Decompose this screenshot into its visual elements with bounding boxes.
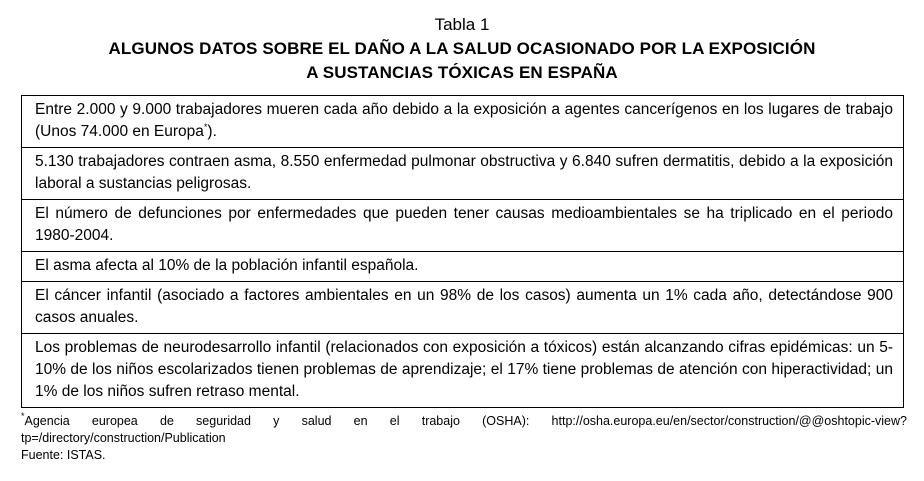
row-text-end: ). bbox=[207, 123, 217, 140]
table-cell: El cáncer infantil (asociado a factores ambientales en un 98% de los casos) aumenta un 1% cada año, detectándose 900 casos anuales. bbox=[22, 282, 904, 334]
table-caption: Tabla 1 bbox=[434, 15, 490, 34]
source-note: Fuente: ISTAS. bbox=[21, 448, 106, 462]
row-text: Entre 2.000 y 9.000 trabajadores mueren cada año debido a la exposición a agentes cancerígenos en los lugares de trabajo (Unos 74.000 en Europa bbox=[35, 101, 893, 140]
table-row bbox=[22, 282, 904, 334]
footnote-marker: * bbox=[203, 122, 208, 132]
table-title-line-2: A SUSTANCIAS TÓXICAS EN ESPAÑA bbox=[306, 63, 618, 82]
table-title-line-1: ALGUNOS DATOS SOBRE EL DAÑO A LA SALUD OCASIONADO POR LA EXPOSICIÓN bbox=[108, 39, 816, 58]
table-row bbox=[22, 96, 904, 148]
table-cell: 5.130 trabajadores contraen asma, 8.550 enfermedad pulmonar obstructiva y 6.840 sufren dermatitis, debido a la exposición laboral a sustancias peligrosas. bbox=[22, 148, 904, 200]
footnote bbox=[21, 413, 907, 447]
table-cell: Los problemas de neurodesarrollo infantil (relacionados con exposición a tóxicos) están alcanzando cifras epidémicas: un 5-10% de los niños escolarizados tienen problemas de aprendizaje; el 17% tiene problemas de atención con hiperactividad; un 1% de los niños sufren retraso mental. bbox=[22, 334, 904, 408]
table-title bbox=[0, 37, 924, 85]
footnotes bbox=[21, 413, 907, 464]
table-cell: El asma afecta al 10% de la población infantil española. bbox=[22, 252, 904, 282]
table-row bbox=[22, 252, 904, 282]
data-table bbox=[21, 95, 904, 408]
table-row bbox=[22, 200, 904, 252]
table-cell bbox=[22, 96, 904, 148]
footnote-text: Agencia europea de seguridad y salud en el trabajo (OSHA): http://osha.europa.eu/en/sector/construction/@@oshtopic-view?tp=/directory/construction/Publication bbox=[21, 414, 907, 445]
table-row bbox=[22, 148, 904, 200]
table-cell: El número de defunciones por enfermedades que pueden tener causas medioambientales se ha triplicado en el periodo 1980-2004. bbox=[22, 200, 904, 252]
footnote-symbol: * bbox=[21, 411, 25, 421]
table-row bbox=[22, 334, 904, 408]
